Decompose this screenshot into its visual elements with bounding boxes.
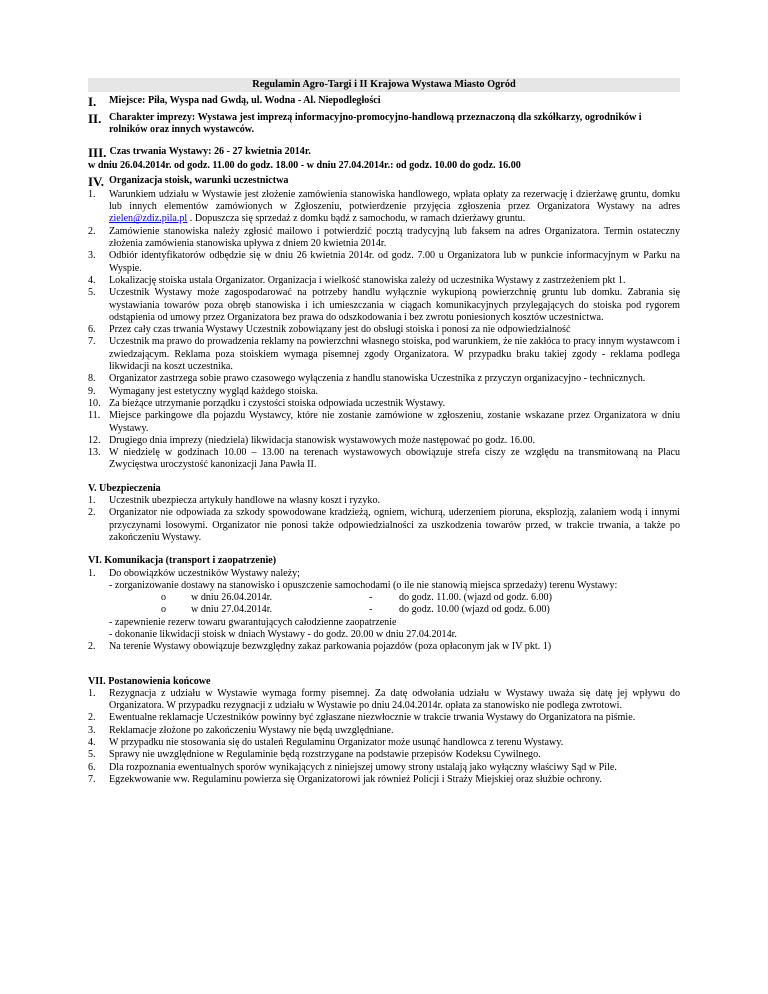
section-1-text: Miejsce: Piła, Wyspa nad Gwdą, ul. Wodna - Al. Niepodległości — [109, 95, 381, 106]
section-7-heading: VII. Postanowienia końcowe — [88, 675, 211, 687]
section-6-list — [88, 568, 680, 580]
section-1-number: I. — [88, 94, 97, 109]
list-item: 10. Za bieżące utrzymanie porządku i czystości stoiska odpowiada uczestnik Wystawy. — [88, 397, 446, 409]
list-item: 7. Uczestnik ma prawo do prowadzenia reklamy na powierzchni własnego stoiska, pod warunkiem, że nie zakłóca to pracy innym wystawcom i zwiedzającym. Reklama poza stoiskiem wymaga pisemnej zgody Organizatora. W przypadku braku takiej zgody - reklama podlega likwidacji na koszt uczestnika. — [88, 336, 680, 373]
list-item: 1. Uczestnik ubezpiecza artykuły handlowe na własny koszt i ryzyko. — [88, 495, 381, 507]
section-2-text: Charakter imprezy: Wystawa jest imprezą informacyjno-promocyjno-handlową przeznaczoną dla szkółkarzy, ogrodników i rolników oraz innych wystawców. — [109, 112, 642, 136]
document-page — [88, 78, 680, 786]
list-item: 12. Drugiego dnia imprezy (niedziela) likwidacja stanowisk wystawowych może następować po godz. 16.00. — [88, 434, 536, 446]
list-item: 13. W niedzielę w godzinach 10.00 – 13.00 na terenach wystawowych obowiązuje strefa ciszy ze względu na transmitowaną na Placu Zwycięstwa uroczystość kanonizacji Jana Pawła II. — [88, 447, 680, 471]
list-item: 8. Organizator zastrzega sobie prawo czasowego wyłączenia z handlu stanowiska Uczestnika z przyczyn organizacyjno - technicznych. — [88, 373, 646, 385]
document-title: Regulamin Agro-Targi i II Krajowa Wystawa Miasto Ogród — [88, 78, 680, 92]
list-item: 4. Lokalizację stoiska ustala Organizator. Organizacja i wielkość stanowiska zależy od uczestnika Wystawy z zastrzeżeniem pkt 1. — [88, 274, 626, 286]
list-item: 5. Uczestnik Wystawy może zagospodarować na potrzeby handlu wyłącznie wykupioną powierzchnię gruntu lub domku. Zabrania się wystawiania towarów poza obręb stanowiska i ich umieszczania w ciągach komunikacyjnych przylegających do stoiska pod rygorem odstąpienia od umowy przez Organizatora bez prawa do odszkodowania i bez zwrotu poniesionych kosztów uczestnictwa. — [88, 287, 680, 323]
list-item: 1. Do obowiązków uczestników Wystawy należy; — [88, 567, 300, 579]
list-item: 9. Wymagany jest estetyczny wygląd każdego stoiska. — [88, 385, 319, 397]
section-6-list-2 — [88, 641, 680, 653]
date-row: o w dniu 27.04.2014r. - do godz. 10.00 (wjazd od godz. 6.00) — [161, 604, 550, 616]
section-3-line-2: w dniu 26.04.2014r. od godz. 11.00 do godz. 18.00 - w dniu 27.04.2014r.: od godz. 10.00 do godz. 16.00 — [88, 159, 521, 171]
section-4-heading — [88, 175, 680, 189]
section-6-line-b: - dokonanie likwidacji stoisk w dniach Wystawy - do godz. 20.00 w dniu 27.04.2014r. — [109, 628, 457, 640]
organizer-email-link[interactable]: zielen@zdiz.pila.pl — [109, 213, 188, 225]
section-3 — [88, 146, 680, 172]
section-6-line-a: - zapewnienie rezerw towaru gwarantujących całodzienne zaopatrzenie — [109, 616, 397, 628]
section-6-lead: - zorganizowanie dostawy na stanowisko i opuszczenie samochodami (o ile nie stanowią miejsca sprzedaży) terenu Wystawy: — [109, 579, 618, 591]
section-4-text: Organizacja stoisk, warunki uczestnictwa — [109, 174, 289, 186]
list-item: 7. Egzekwowanie ww. Regulaminu powierza się Organizatorowi jak również Policji i Straży Miejskiej oraz służbie ochrony. — [88, 773, 602, 785]
section-4-list — [88, 189, 680, 472]
section-5-list — [88, 495, 680, 544]
section-5-heading: V. Ubezpieczenia — [88, 482, 161, 494]
section-6-heading: VI. Komunikacja (transport i zaopatrzenie) — [88, 555, 277, 567]
list-item: 2. Zamówienie stanowiska należy zgłosić mailowo i potwierdzić pocztą tradycyjną lub faksem na adres Organizatora. Termin ostateczny złożenia zamówienia stanowiska upływa z dniem 20 kwietnia 2014r. — [88, 225, 680, 250]
section-2-number: II. — [88, 111, 102, 126]
list-item: 2. Organizator nie odpowiada za szkody spowodowane kradzieżą, ogniem, wichurą, uderzeniem pioruna, eksplozją, zalaniem wodą i innymi przyczynami losowymi. Organizator nie ponosi także odpowiedzialności za uszkodzenia towarów przed, w trakcie trwania, a także po zakończeniu Wystawy. — [88, 507, 680, 543]
list-item: 1. Warunkiem udziału w Wystawie jest złożenie zamówienia stanowiska handlowego, wpłata opłaty za rezerwację i dzierżawę gruntu, domku lub innych elementów zamówionych w Zgłoszeniu, potwierdzenie przyjęcia zgłoszenia przez Organizatora Wystawy na adres zielen@zdiz.pila.pl . Dopuszcza się sprzedaż z domku bądź z samochodu, w ramach dzierżawy gruntu. — [88, 188, 680, 225]
list-item: 6. Dla rozpoznania ewentualnych sporów wynikających z niniejszej umowy strony ustalają jako wyłączny właściwy Sąd w Pile. — [88, 761, 617, 773]
list-item: 4. W przypadku nie stosowania się do ustaleń Regulaminu Organizator może usunąć handlowca z terenu Wystawy. — [88, 737, 564, 749]
list-item: 3. Odbiór identyfikatorów odbędzie się w dniu 26 kwietnia 2014r. od godz. 7.00 u Organizatora lub w punkcie informacyjnym w Parku na Wyspie. — [88, 250, 680, 274]
section-7-list — [88, 688, 680, 786]
list-item: 11. Miejsce parkingowe dla pojazdu Wystawcy, które nie zostanie zamówione w zgłoszeniu, zostanie wskazane przez Organizatora w dniu Wystawy. — [88, 410, 680, 434]
list-item: 2. Ewentualne reklamacje Uczestników powinny być zgłaszane niezwłocznie w trakcie trwania Wystawy do Organizatora na piśmie. — [88, 712, 636, 724]
list-item: 5. Sprawy nie uwzględnione w Regulaminie będą rozstrzygane na podstawie przepisów Kodeksu Cywilnego. — [88, 749, 541, 761]
section-3-number: III. — [88, 144, 107, 160]
list-item: 1. Rezygnacja z udziału w Wystawie wymaga formy pisemnej. Za datę odwołania udziału w Wystawy uważa się datę jej wpływu do Organizatora. W przypadku rezygnacji z udziału w Wystawie po dniu 24.04.2014r. opłata za stanowisko nie podlega zwrotowi. — [88, 687, 680, 712]
section-1 — [88, 95, 680, 109]
date-row: o w dniu 26.04.2014r. - do godz. 11.00. (wjazd od godz. 6.00) — [161, 592, 552, 604]
list-item: 6. Przez cały czas trwania Wystawy Uczestnik zobowiązany jest do obsługi stoiska i ponosi za nie odpowiedzialność — [88, 324, 571, 336]
section-4-number: IV. — [88, 173, 105, 189]
section-3-line-1: Czas trwania Wystawy: 26 - 27 kwietnia 2014r. — [109, 145, 311, 157]
list-item: 3. Reklamacje złożone po zakończeniu Wystawy nie będą uwzględniane. — [88, 724, 394, 736]
section-6-dates — [161, 592, 680, 617]
list-item: 2. Na terenie Wystawy obowiązuje bezwzględny zakaz parkowania pojazdów (poza opłaconym jak w IV pkt. 1) — [88, 641, 552, 653]
section-2 — [88, 112, 680, 137]
